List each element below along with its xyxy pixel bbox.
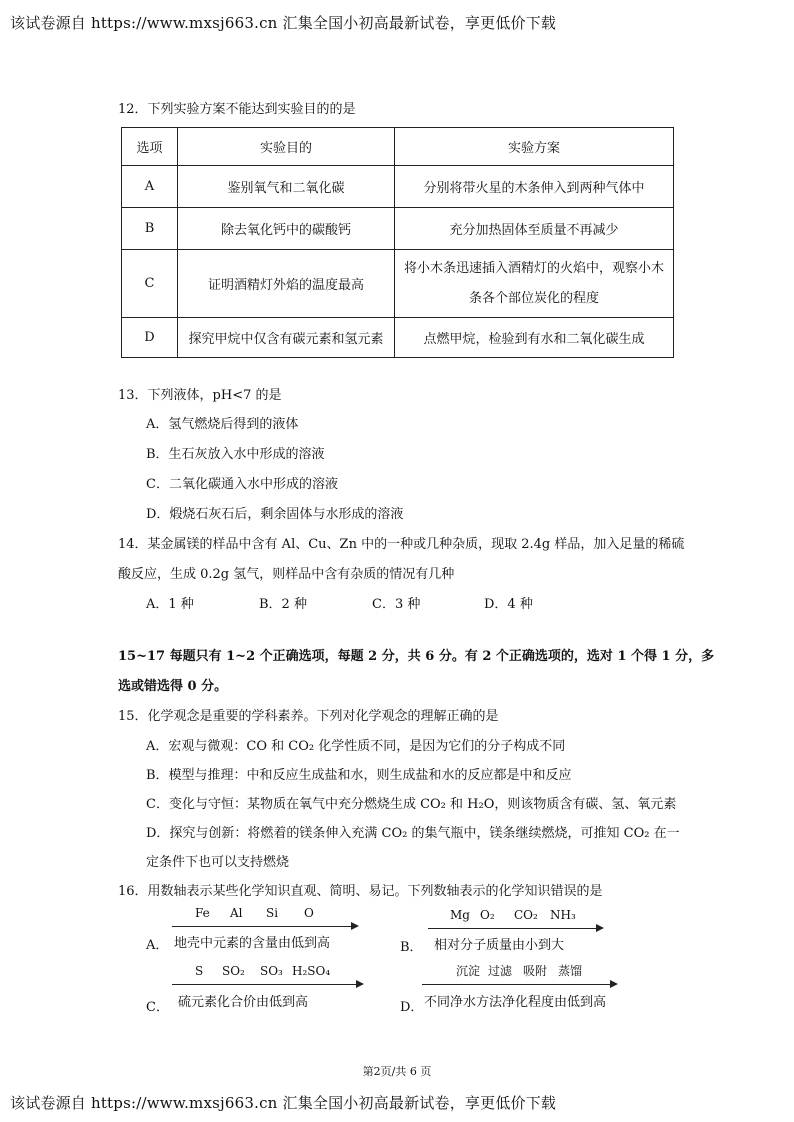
q15-option-a: A．宏观与微观：CO 和 CO₂ 化学性质不同，是因为它们的分子构成不同 xyxy=(146,739,566,754)
source-banner-bottom: 该试卷源自 https://www.mxsj663.cn 汇集全国小初高最新试卷，享更低价下载 xyxy=(10,1094,557,1112)
section-instruction-line2: 选或错选得 0 分。 xyxy=(118,679,228,694)
table-row xyxy=(122,318,674,358)
q13-stem: 13．下列液体，pH<7 的是 xyxy=(118,388,282,403)
q13-option-d: D．煅烧石灰石后，剩余固体与水形成的溶液 xyxy=(146,507,404,522)
q14-option-d: D．4 种 xyxy=(484,597,533,612)
row-d-option: D xyxy=(122,318,178,358)
q15-stem: 15．化学观念是重要的学科素养。下列对化学观念的理解正确的是 xyxy=(118,709,499,724)
experiment-table xyxy=(121,127,674,358)
row-a-purpose: 鉴别氧气和二氧化碳 xyxy=(178,166,395,208)
q14-option-c: C．3 种 xyxy=(372,597,421,612)
axis-a-tick-al: Al xyxy=(230,906,243,920)
axis-c-label: 硫元素化合价由低到高 xyxy=(178,995,309,1010)
header-option: 选项 xyxy=(122,128,178,166)
q13-option-a: A．氢气燃烧后得到的液体 xyxy=(146,417,299,432)
q16-option-d-letter: D． xyxy=(400,1000,424,1015)
q16-option-b-letter: B． xyxy=(400,940,423,955)
axis-d-tick-adsorb: 吸附 xyxy=(523,964,548,978)
header-plan: 实验方案 xyxy=(395,128,674,166)
axis-c-tick-so3: SO₃ xyxy=(260,964,283,978)
axis-a-arrow xyxy=(172,926,357,927)
table-row xyxy=(122,208,674,250)
axis-b-tick-co2: CO₂ xyxy=(514,908,538,922)
axis-b-label: 相对分子质量由小到大 xyxy=(434,938,565,953)
q14-stem-line2: 酸反应，生成 0.2g 氢气，则样品中含有杂质的情况有几种 xyxy=(118,567,455,582)
q12-stem: 12．下列实验方案不能达到实验目的的是 xyxy=(118,102,356,117)
row-c-purpose: 证明酒精灯外焰的温度最高 xyxy=(178,250,395,318)
q14-option-b: B．2 种 xyxy=(259,597,307,612)
row-b-option: B xyxy=(122,208,178,250)
axis-a-label: 地壳中元素的含量由低到高 xyxy=(174,936,331,951)
axis-d-tick-filter: 过滤 xyxy=(488,964,513,978)
row-b-plan: 充分加热固体至质量不再减少 xyxy=(395,208,674,250)
row-d-plan: 点燃甲烷，检验到有水和二氧化碳生成 xyxy=(395,318,674,358)
source-banner-top: 该试卷源自 https://www.mxsj663.cn 汇集全国小初高最新试卷，享更低价下载 xyxy=(10,14,557,32)
q15-option-c: C．变化与守恒：某物质在氧气中充分燃烧生成 CO₂ 和 H₂O，则该物质含有碳、氢、氧元素 xyxy=(146,797,677,812)
q14-option-a: A．1 种 xyxy=(146,597,194,612)
axis-b-tick-mg: Mg xyxy=(450,908,470,922)
axis-c-tick-h2so4: H₂SO₄ xyxy=(292,964,331,978)
axis-c-tick-s: S xyxy=(195,964,204,978)
q16-option-a-letter: A． xyxy=(146,938,169,953)
axis-b-tick-nh3: NH₃ xyxy=(550,908,576,922)
section-instruction-line1: 15~17 每题只有 1~2 个正确选项，每题 2 分，共 6 分。有 2 个正确选项的，选对 1 个得 1 分，多 xyxy=(118,649,715,664)
q16-option-c-letter: C． xyxy=(146,1000,169,1015)
q13-option-b: B．生石灰放入水中形成的溶液 xyxy=(146,447,325,462)
table-header-row xyxy=(122,128,674,166)
q15-option-d-line1: D．探究与创新：将燃着的镁条伸入充满 CO₂ 的集气瓶中，镁条继续燃烧，可推知 CO₂ 在一 xyxy=(146,826,680,841)
q15-option-b: B．模型与推理：中和反应生成盐和水，则生成盐和水的反应都是中和反应 xyxy=(146,768,572,783)
row-c-plan: 将小木条迅速插入酒精灯的火焰中，观察小木条各个部位炭化的程度 xyxy=(395,250,674,318)
axis-d-tick-sediment: 沉淀 xyxy=(456,964,481,978)
row-a-plan: 分别将带火星的木条伸入到两种气体中 xyxy=(395,166,674,208)
table-row xyxy=(122,166,674,208)
axis-d-arrow xyxy=(422,984,616,985)
axis-b-arrow xyxy=(428,928,602,929)
q16-stem: 16．用数轴表示某些化学知识直观、简明、易记。下列数轴表示的化学知识错误的是 xyxy=(118,884,603,899)
header-purpose: 实验目的 xyxy=(178,128,395,166)
axis-c-tick-so2: SO₂ xyxy=(222,964,245,978)
q15-option-d-line2: 定条件下也可以支持燃烧 xyxy=(146,855,290,870)
axis-a-tick-o: O xyxy=(304,906,314,920)
axis-a-tick-si: Si xyxy=(266,906,279,920)
page-number: 第2页/共 6 页 xyxy=(362,1065,432,1078)
axis-d-label: 不同净水方法净化程度由低到高 xyxy=(424,995,607,1010)
row-a-option: A xyxy=(122,166,178,208)
table-row xyxy=(122,250,674,318)
axis-d-tick-distill: 蒸馏 xyxy=(558,964,583,978)
q13-option-c: C．二氧化碳通入水中形成的溶液 xyxy=(146,477,338,492)
axis-c-arrow xyxy=(172,984,362,985)
axis-a-tick-fe: Fe xyxy=(195,906,210,920)
row-c-option: C xyxy=(122,250,178,318)
axis-b-tick-o2: O₂ xyxy=(480,908,495,922)
q14-stem-line1: 14．某金属镁的样品中含有 Al、Cu、Zn 中的一种或几种杂质，现取 2.4g 样品，加入足量的稀硫 xyxy=(118,537,685,552)
row-b-purpose: 除去氧化钙中的碳酸钙 xyxy=(178,208,395,250)
row-d-purpose: 探究甲烷中仅含有碳元素和氢元素 xyxy=(178,318,395,358)
